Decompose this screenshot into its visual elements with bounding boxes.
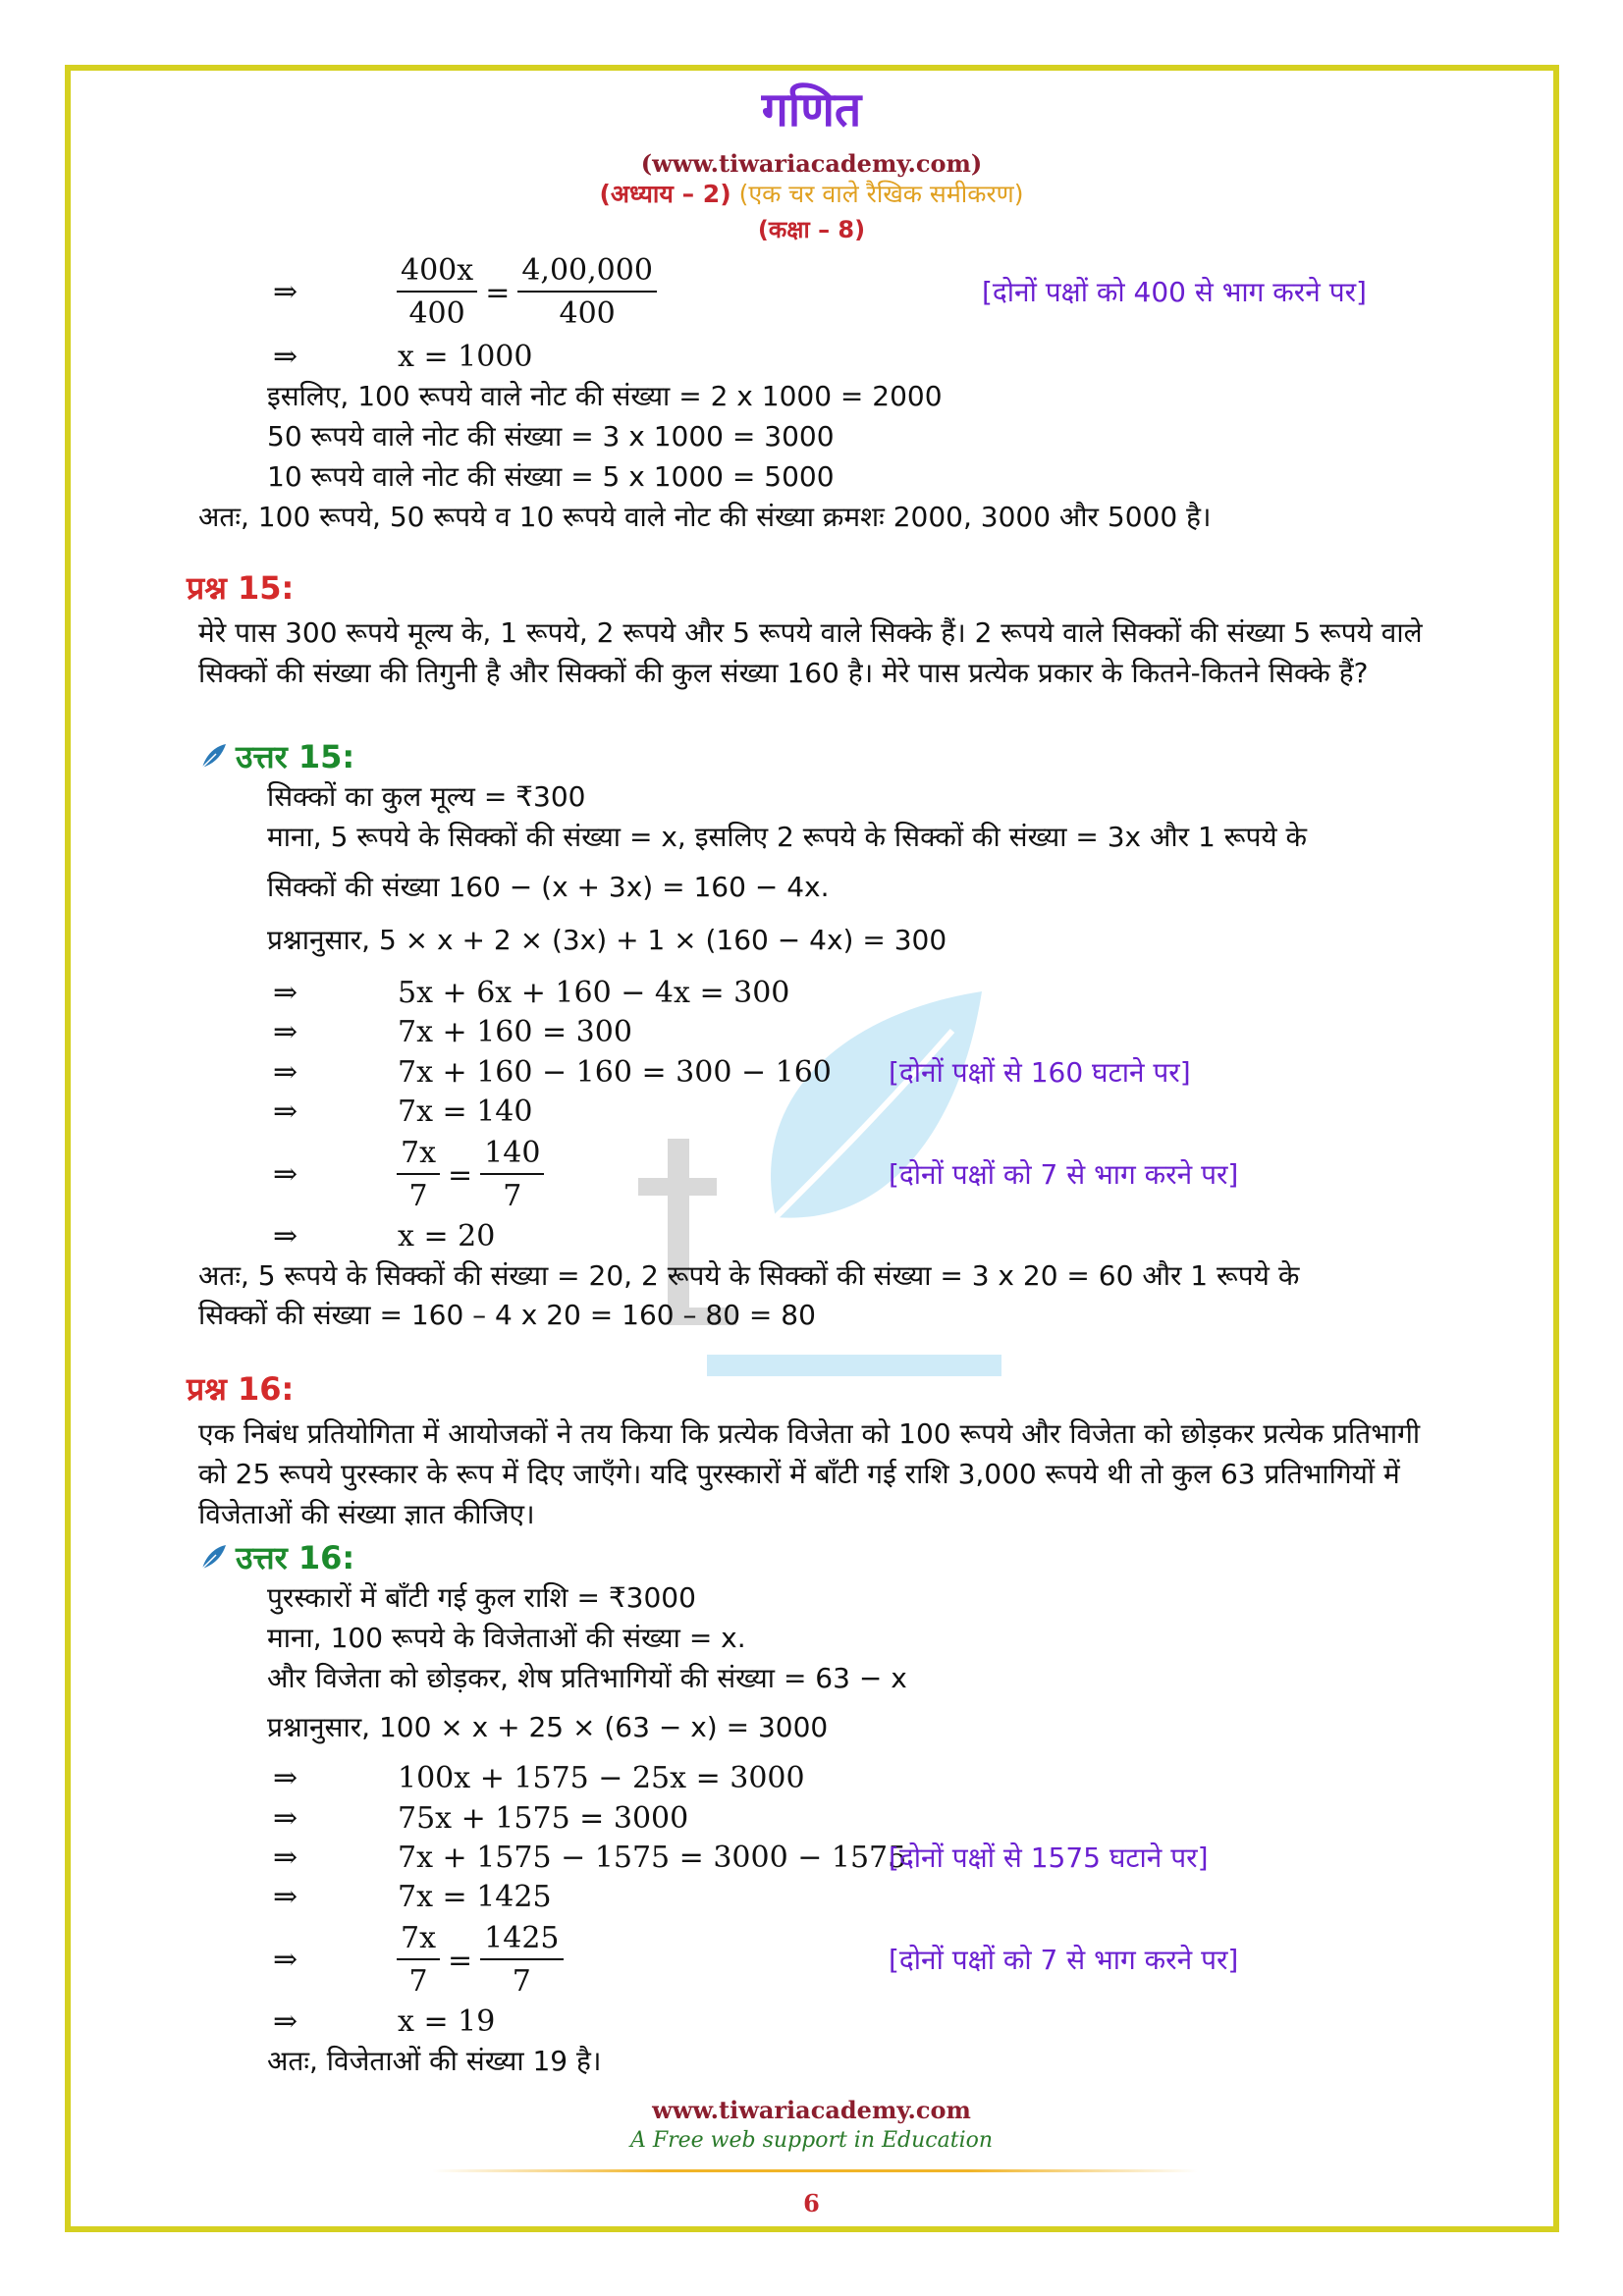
text-line: 50 रूपये वाले नोट की संख्या = 3 x 1000 = 3000: [267, 420, 835, 453]
page-title: गणित: [761, 82, 862, 137]
step-note: [दोनों पक्षों को 7 से भाग करने पर]: [889, 1944, 1239, 1976]
equation-step: 7x + 160 = 300: [398, 1015, 632, 1049]
fraction-numerator: 400x: [397, 253, 477, 293]
fraction-numerator: 7x: [397, 1921, 440, 1960]
equation-step: 75x + 1575 = 3000: [398, 1801, 689, 1836]
implies-symbol: ⇒: [273, 1761, 298, 1795]
text-line: पुरस्कारों में बाँटी गई कुल राशि = ₹3000: [267, 1581, 696, 1614]
question-15-label: प्रश्न 15:: [187, 569, 295, 607]
chapter-number: (अध्याय – 2): [599, 180, 731, 208]
question-16-text: एक निबंध प्रतियोगिता में आयोजकों ने तय किया कि प्रत्येक विजेता को 100 रूपये और विजेता को छोड़कर प्रत्येक प्रतिभागी को 25 रूपये पुरस्कार के रूप में दिए जाएँगे। यदि पुरस्कारों में बाँटी गई राशि 3,000 रूपये थी तो कुल 63 प्रतिभागियों में विजेताओं की संख्या ज्ञात कीजिए।: [198, 1417, 1421, 1530]
text-line: प्रश्नानुसार, 5 × x + 2 × (3x) + 1 × (160 − 4x) = 300: [267, 924, 947, 956]
step-note: [दोनों पक्षों को 7 से भाग करने पर]: [889, 1158, 1239, 1191]
conclusion-line: सिक्कों की संख्या = 160 – 4 x 20 = 160 – 80 = 80: [198, 1299, 816, 1331]
equation-step: x = 1000: [398, 340, 533, 374]
implies-symbol: ⇒: [273, 1841, 298, 1875]
equation-step: x = 19: [398, 2004, 496, 2039]
equation-step: 5x + 6x + 160 − 4x = 300: [398, 976, 790, 1010]
question-16-label: प्रश्न 16:: [187, 1370, 295, 1408]
conclusion-line: अतः, 100 रूपये, 50 रूपये व 10 रूपये वाले नोट की संख्या क्रमशः 2000, 3000 और 5000 है।: [198, 501, 1212, 533]
fraction-numerator: 1425: [480, 1921, 563, 1960]
footer-tagline: A Free web support in Education: [629, 2128, 994, 2153]
implies-symbol: ⇒: [273, 1015, 298, 1049]
footer-link[interactable]: www.tiwariacademy.com: [652, 2096, 971, 2124]
equation-step: 7x + 160 − 160 = 300 − 160: [398, 1055, 832, 1090]
text-line: सिक्कों का कुल मूल्य = ₹300: [267, 780, 586, 813]
implies-symbol: ⇒: [273, 2004, 298, 2039]
footer-divider: [432, 2169, 1198, 2172]
text-line: 10 रूपये वाले नोट की संख्या = 5 x 1000 = 5000: [267, 460, 835, 493]
text-line: प्रश्नानुसार, 100 × x + 25 × (63 − x) = 3000: [267, 1711, 829, 1743]
fraction-denominator: 7: [503, 1179, 522, 1213]
equation-step: 7x = 140: [398, 1095, 533, 1129]
implies-symbol: ⇒: [273, 275, 298, 309]
answer-15-label: उत्तर 15:: [198, 736, 354, 777]
implies-symbol: ⇒: [273, 340, 298, 374]
implies-symbol: ⇒: [273, 1880, 298, 1914]
text-line: और विजेता को छोड़कर, शेष प्रतिभागियों की संख्या = 63 − x: [267, 1662, 907, 1694]
header-site: (www.tiwariacademy.com): [640, 149, 983, 178]
question-15-text: मेरे पास 300 रूपये मूल्य के, 1 रूपये, 2 रूपये और 5 रूपये वाले सिक्के हैं। 2 रूपये वाले सिक्कों की संख्या 5 रूपये वाले सिक्कों की संख्या की तिगुनी है और सिक्कों की कुल संख्या 160 है। मेरे पास प्रत्येक प्रकार के कितने-कितने सिक्के हैं?: [198, 616, 1423, 689]
fraction-equation: $\frac{400x}{400}$ = $\frac{4,00,000}{400}$: [397, 253, 657, 332]
text-line: इसलिए, 100 रूपये वाले नोट की संख्या = 2 x 1000 = 2000: [267, 380, 943, 412]
text-line: माना, 100 रूपये के विजेताओं की संख्या = x.: [267, 1622, 746, 1654]
fraction-denominator: 400: [408, 296, 465, 331]
text-line: माना, 5 रूपये के सिक्कों की संख्या = x, इसलिए 2 रूपये के सिक्कों की संख्या = 3x और 1 रूपये के: [267, 821, 1308, 853]
equation-step: 7x = 1425: [398, 1880, 552, 1914]
fraction-denominator: 400: [559, 296, 616, 331]
implies-symbol: ⇒: [273, 1219, 298, 1254]
equation-step: 7x + 1575 − 1575 = 3000 − 1575: [398, 1841, 907, 1875]
answer-16-label: उत्तर 16:: [198, 1537, 354, 1578]
feather-icon: [198, 1543, 228, 1573]
implies-symbol: ⇒: [273, 976, 298, 1010]
fraction-equation: $\frac{7x}{7}$ = $\frac{1425}{7}$: [397, 1921, 564, 2000]
step-note: [दोनों पक्षों से 1575 घटाने पर]: [889, 1842, 1209, 1874]
fraction-numerator: 140: [480, 1136, 544, 1175]
fraction-denominator: 7: [408, 1179, 428, 1213]
implies-symbol: ⇒: [273, 1055, 298, 1090]
equation-step: 100x + 1575 − 25x = 3000: [398, 1761, 805, 1795]
class-label: (कक्षा – 8): [757, 216, 866, 243]
step-note: [दोनों पक्षों को 400 से भाग करने पर]: [982, 276, 1367, 308]
fraction-numerator: 7x: [397, 1136, 440, 1175]
fraction-denominator: 7: [512, 1964, 531, 1999]
feather-icon: [198, 742, 228, 772]
step-note: [दोनों पक्षों से 160 घटाने पर]: [889, 1056, 1191, 1089]
conclusion-line: अतः, विजेताओं की संख्या 19 है।: [267, 2045, 602, 2077]
chapter-line: [0, 179, 1623, 210]
fraction-denominator: 7: [408, 1964, 428, 1999]
implies-symbol: ⇒: [273, 1157, 298, 1192]
page-number: 6: [803, 2189, 820, 2217]
implies-symbol: ⇒: [273, 1095, 298, 1129]
fraction-equation: $\frac{7x}{7}$ = $\frac{140}{7}$: [397, 1136, 544, 1214]
implies-symbol: ⇒: [273, 1943, 298, 1977]
text-line: सिक्कों की संख्या 160 − (x + 3x) = 160 − 4x.: [267, 871, 830, 903]
chapter-name: (एक चर वाले रैखिक समीकरण): [738, 180, 1024, 208]
conclusion-line: अतः, 5 रूपये के सिक्कों की संख्या = 20, 2 रूपये के सिक्कों की संख्या = 3 x 20 = 60 और 1 रूपये के: [198, 1259, 1300, 1292]
implies-symbol: ⇒: [273, 1801, 298, 1836]
equation-step: x = 20: [398, 1219, 496, 1254]
fraction-numerator: 4,00,000: [517, 253, 657, 293]
